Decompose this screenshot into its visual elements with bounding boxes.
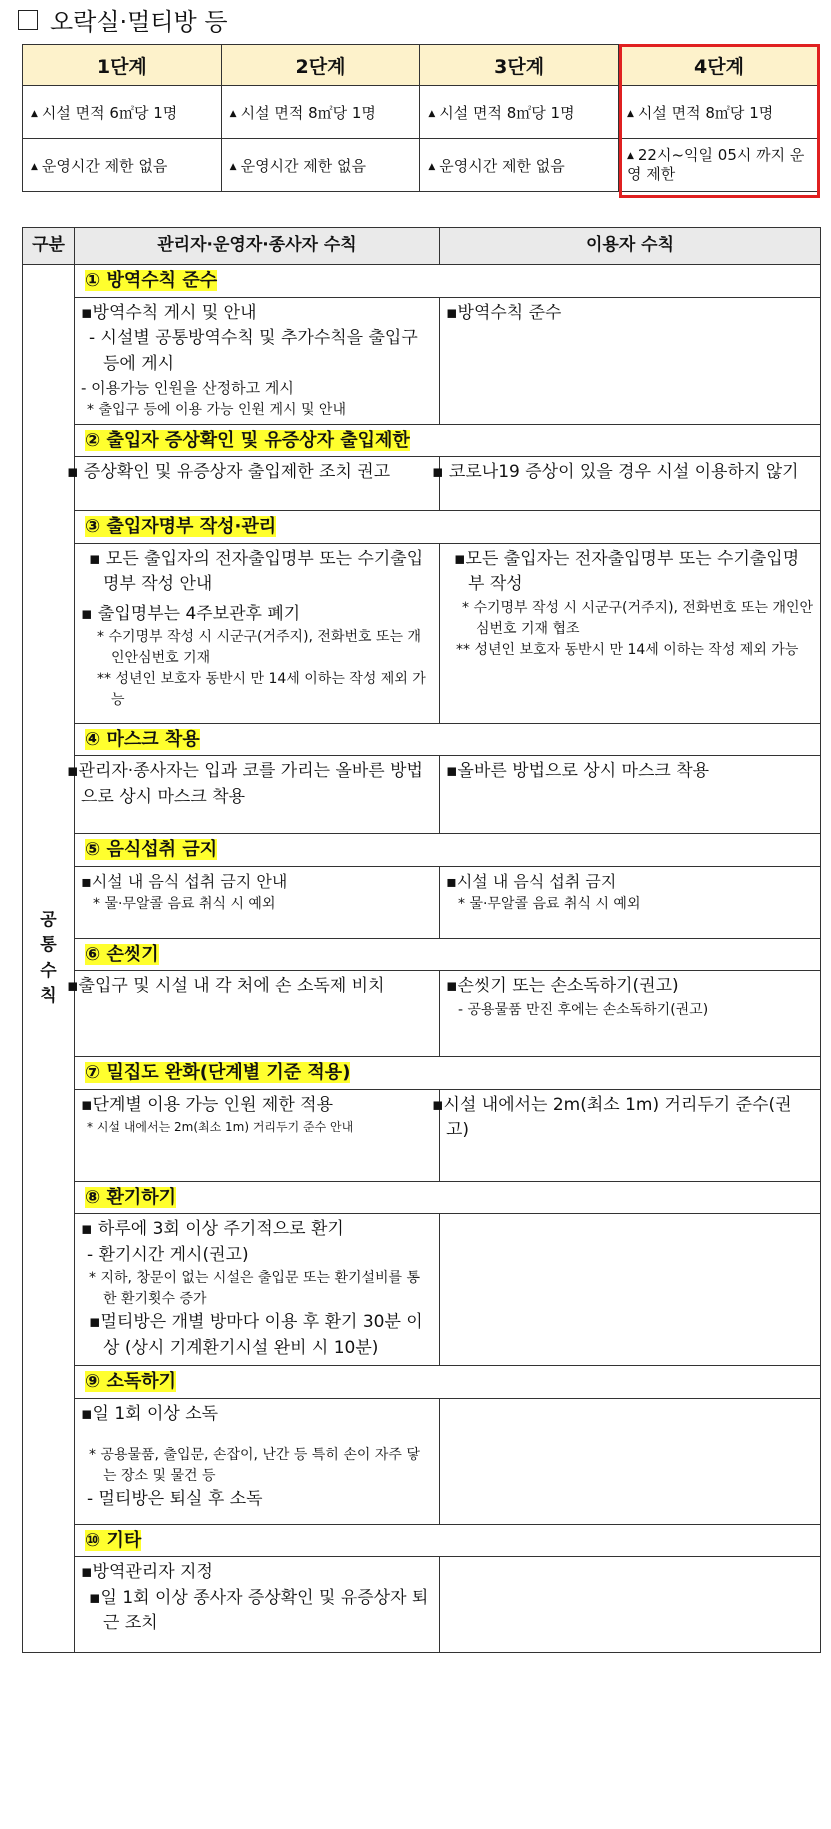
section-title-row — [23, 938, 821, 971]
section-title: ① 방역수칙 준수 — [75, 265, 821, 298]
stage-table — [22, 44, 820, 192]
user-rules-cell: ▪손씻기 또는 손소독하기(권고) - 공용물품 만진 후에는 손소독하기(권고) — [440, 971, 821, 1057]
stage-header: 4단계 — [618, 45, 819, 86]
section-title: ③ 출입자명부 작성·관리 — [75, 511, 821, 544]
triangle-bullet-icon: ▲ — [229, 108, 237, 119]
section-content-row — [23, 543, 821, 723]
stage-capacity-row — [23, 86, 820, 139]
checkbox-square-icon — [18, 10, 38, 30]
stage-header-row — [23, 45, 820, 86]
section-title-row — [23, 1057, 821, 1090]
section-content-row — [23, 1214, 821, 1366]
stage-cell: ▲ 운영시간 제한 없음 — [221, 139, 420, 192]
section-title-row — [23, 265, 821, 298]
manager-rules-cell: ▪방역관리자 지정 ▪일 1회 이상 종사자 증상확인 및 유증상자 퇴근 조치 — [75, 1557, 440, 1653]
triangle-bullet-icon: ▲ — [31, 108, 38, 119]
section-title: ⑧ 환기하기 — [75, 1181, 821, 1214]
section-title: ② 출입자 증상확인 및 유증상자 출입제한 — [75, 424, 821, 457]
section-content-row — [23, 1398, 821, 1524]
section-content-row — [23, 971, 821, 1057]
section-content-row — [23, 866, 821, 938]
page-title-text: 오락실·멀티방 등 — [50, 8, 228, 36]
col-header-category: 구분 — [23, 228, 75, 265]
section-content-row — [23, 457, 821, 511]
manager-rules-cell: ▪ 증상확인 및 유증상자 출입제한 조치 권고 — [75, 457, 440, 511]
manager-rules-cell: ▪시설 내 음식 섭취 금지 안내 * 물·무알콜 음료 취식 시 예외 — [75, 866, 440, 938]
stage-cell: ▲ 시설 면적 8㎡당 1명 — [420, 86, 619, 139]
stage-header: 3단계 — [420, 45, 619, 86]
manager-rules-cell: ▪관리자·종사자는 입과 코를 가리는 올바른 방법으로 상시 마스크 착용 — [75, 756, 440, 834]
stage-cell: ▲ 운영시간 제한 없음 — [420, 139, 619, 192]
section-title-row — [23, 424, 821, 457]
col-header-manager: 관리자·운영자·종사자 수칙 — [75, 228, 440, 265]
section-title-row — [23, 1181, 821, 1214]
manager-rules-cell: ▪ 모든 출입자의 전자출입명부 또는 수기출입명부 작성 안내 ▪ 출입명부는 4주보관후 폐기 * 수기명부 작성 시 시군구(거주지), 전화번호 또는 개인안심번호 기재 ** 성년인 보호자 동반시 만 14세 이하는 작성 제외 가능 — [75, 543, 440, 723]
section-title: ⑨ 소독하기 — [75, 1366, 821, 1399]
user-rules-cell — [440, 1398, 821, 1524]
triangle-bullet-icon: ▲ — [626, 108, 634, 119]
section-content-row — [23, 297, 821, 424]
triangle-bullet-icon: ▲ — [428, 161, 436, 172]
stage-header: 2단계 — [221, 45, 420, 86]
user-rules-cell: ▪시설 내에서는 2m(최소 1m) 거리두기 준수(권고) — [440, 1089, 821, 1181]
col-header-user: 이용자 수칙 — [440, 228, 821, 265]
stage-cell: ▲ 22시~익일 05시 까지 운영 제한 — [618, 139, 819, 192]
triangle-bullet-icon: ▲ — [626, 151, 634, 162]
section-title-row — [23, 1366, 821, 1399]
user-rules-cell: ▪방역수칙 준수 — [440, 297, 821, 424]
triangle-bullet-icon: ▲ — [428, 108, 436, 119]
section-title: ⑥ 손씻기 — [75, 938, 821, 971]
stage-cell: ▲ 운영시간 제한 없음 — [23, 139, 222, 192]
user-rules-cell: ▪시설 내 음식 섭취 금지 * 물·무알콜 음료 취식 시 예외 — [440, 866, 821, 938]
user-rules-cell: ▪ 코로나19 증상이 있을 경우 시설 이용하지 않기 — [440, 457, 821, 511]
section-title: ⑦ 밀집도 완화(단계별 기준 적용) — [75, 1057, 821, 1090]
section-title-row — [23, 723, 821, 756]
section-title: ⑩ 기타 — [75, 1524, 821, 1557]
rules-table — [22, 227, 821, 1653]
user-rules-cell — [440, 1557, 821, 1653]
rules-header-row — [23, 228, 821, 265]
manager-rules-cell: ▪일 1회 이상 소독 * 공용물품, 출입문, 손잡이, 난간 등 특히 손이 자주 닿는 장소 및 물건 등 - 멀티방은 퇴실 후 소독 — [75, 1398, 440, 1524]
stage-cell: ▲ 시설 면적 6㎡당 1명 — [23, 86, 222, 139]
section-content-row — [23, 756, 821, 834]
stage-cell: ▲ 시설 면적 8㎡당 1명 — [221, 86, 420, 139]
category-cell: 공통 수칙 — [23, 265, 75, 1653]
section-title-row — [23, 834, 821, 867]
user-rules-cell: ▪올바른 방법으로 상시 마스크 착용 — [440, 756, 821, 834]
section-content-row — [23, 1089, 821, 1181]
manager-rules-cell: ▪단계별 이용 가능 인원 제한 적용 * 시설 내에서는 2m(최소 1m) 거리두기 준수 안내 — [75, 1089, 440, 1181]
manager-rules-cell: ▪방역수칙 게시 및 안내 - 시설별 공통방역수칙 및 추가수칙을 출입구 등에 게시 - 이용가능 인원을 산정하고 게시 * 출입구 등에 이용 가능 인원 게시 및 안내 — [75, 297, 440, 424]
manager-rules-cell: ▪출입구 및 시설 내 각 처에 손 소독제 비치 — [75, 971, 440, 1057]
triangle-bullet-icon: ▲ — [229, 161, 237, 172]
page-title — [18, 2, 228, 37]
triangle-bullet-icon: ▲ — [31, 161, 38, 172]
section-title-row — [23, 1524, 821, 1557]
section-title: ④ 마스크 착용 — [75, 723, 821, 756]
user-rules-cell — [440, 1214, 821, 1366]
section-title-row — [23, 511, 821, 544]
stage-cell: ▲ 시설 면적 8㎡당 1명 — [618, 86, 819, 139]
section-title: ⑤ 음식섭취 금지 — [75, 834, 821, 867]
user-rules-cell: ▪모든 출입자는 전자출입명부 또는 수기출입명부 작성 * 수기명부 작성 시 시군구(거주지), 전화번호 또는 개인안심번호 기재 협조 ** 성년인 보호자 동반시 만 14세 이하는 작성 제외 가능 — [440, 543, 821, 723]
manager-rules-cell: ▪ 하루에 3회 이상 주기적으로 환기 - 환기시간 게시(권고) * 지하, 창문이 없는 시설은 출입문 또는 환기설비를 통한 환기횟수 증가 ▪멀티방은 개별 방마다 이용 후 환기 30분 이상 (상시 기계환기시설 완비 시 10분) — [75, 1214, 440, 1366]
stage-header: 1단계 — [23, 45, 222, 86]
section-content-row — [23, 1557, 821, 1653]
stage-hours-row — [23, 139, 820, 192]
